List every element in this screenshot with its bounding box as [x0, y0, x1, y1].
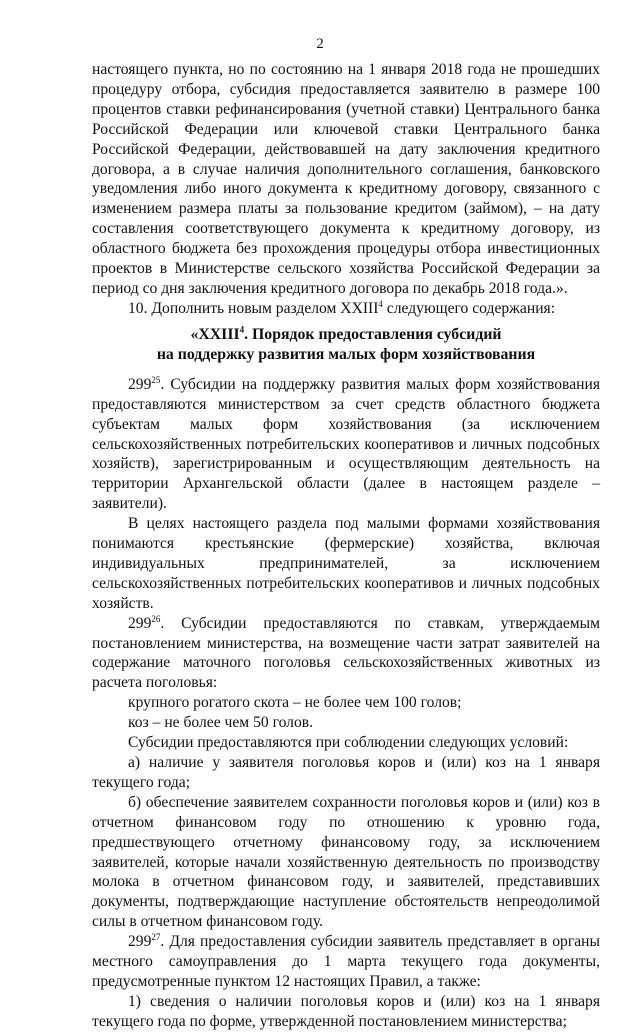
paragraph-10-sup: 4 [378, 298, 383, 309]
clause-text: . Субсидии предоставляются по ставкам, утверждаемым постановлением министерства, на возмещение части затрат заявителей на содержание маточного поголовья сельскохозяйственных животных из расчета поголовья: [92, 614, 600, 692]
paragraph-299-27 [92, 932, 600, 992]
paragraph-299-25 [92, 375, 600, 514]
clause-number: 299 [128, 614, 152, 632]
page-number: 2 [316, 36, 324, 52]
heading-sup: 4 [239, 324, 245, 335]
paragraph-condition-a: а) наличие у заявителя поголовья коров и (или) коз на 1 января текущего года; [92, 754, 600, 791]
document-body [92, 60, 600, 1032]
heading-title: . Порядок предоставления субсидий [244, 325, 502, 343]
paragraph-10-post: следующего содержания: [382, 299, 556, 317]
section-heading [92, 325, 600, 365]
clause-text: . Для предоставления субсидии заявитель представляет в органы местного самоуправления до 1 марта текущего года документы, предусмотренные пунктом 12 настоящих Правил, а также: [92, 933, 600, 990]
section-heading-line-2: на поддержку развития малых форм хозяйствования [156, 345, 536, 363]
paragraph-small-forms: В целях настоящего раздела под малыми формами хозяйствования понимаются крестьянские (фермерские) хозяйства, включая индивидуальных предпринимателей, за исключением сельскохозяйственных потребительских кооперативов и личных подсобных хозяйств. [92, 515, 600, 612]
paragraph-goats: коз – не более чем 50 голов. [128, 714, 314, 732]
section-heading-line-1 [92, 325, 600, 345]
clause-sup: 27 [151, 931, 161, 942]
paragraph-conditions: Субсидии предоставляются при соблюдении следующих условий: [128, 734, 569, 752]
clause-number: 299 [128, 933, 152, 951]
clause-number: 299 [128, 375, 152, 393]
paragraph-intro: настоящего пункта, но по состоянию на 1 января 2018 года не прошедших процедуру отбора, субсидия предоставляется заявителю в размере 100 процентов ставки рефинансирования (учетной ставки) Центрального банка Российской Федерации или ключевой ставки Центрального банка Российской Федерации, действовавшей на дату заключения кредитного договора, а в случае наличия дополнительного соглашения, банковского уведомления либо иного документа к кредитному договору, связанного с изменением размера платы за пользование кредитом (займом), – на дату составления соответствующего документа к кредитному договору, из областного бюджета без прохождения процедуры отбора инвестиционных проектов в Министерстве сельского хозяйства Российской Федерации за период со дня заключения кредитного договора по декабрь 2018 года.». [92, 61, 600, 297]
paragraph-cattle: крупного рогатого скота – не более чем 100 голов; [128, 694, 462, 712]
clause-sup: 25 [151, 374, 161, 385]
clause-text: . Субсидии на поддержку развития малых форм хозяйствования предоставляются министерством за счет средств областного бюджета субъектам малых форм хозяйствования (за исключением сельскохозяйственных потребительских кооперативов и личных подсобных хозяйств), зарегистрированным и осуществляющим деятельность на территории Архангельской области (далее в настоящем разделе – заявители). [92, 375, 600, 513]
paragraph-item-1: 1) сведения о наличии поголовья коров и (или) коз на 1 января текущего года по форме, утвержденной постановлением министерства; [92, 992, 600, 1030]
paragraph-10 [92, 299, 600, 319]
heading-roman: «XXIII [190, 325, 240, 343]
paragraph-condition-b: б) обеспечение заявителем сохранности поголовья коров и (или) коз в отчетном финансовом году по отношению к уровню года, предшествующего отчетному финансовому году, за исключением заявителей, которые начали хозяйственную деятельность по производству молока в отчетном финансовом году, и заявителей, представивших документы, подтверждающие наступление обстоятельств непреодолимой силы в отчетном финансовом году. [92, 793, 600, 931]
paragraph-10-pre: 10. Дополнить новым разделом XXIII [128, 299, 379, 317]
clause-sup: 26 [151, 613, 161, 624]
paragraph-299-26 [92, 614, 600, 694]
